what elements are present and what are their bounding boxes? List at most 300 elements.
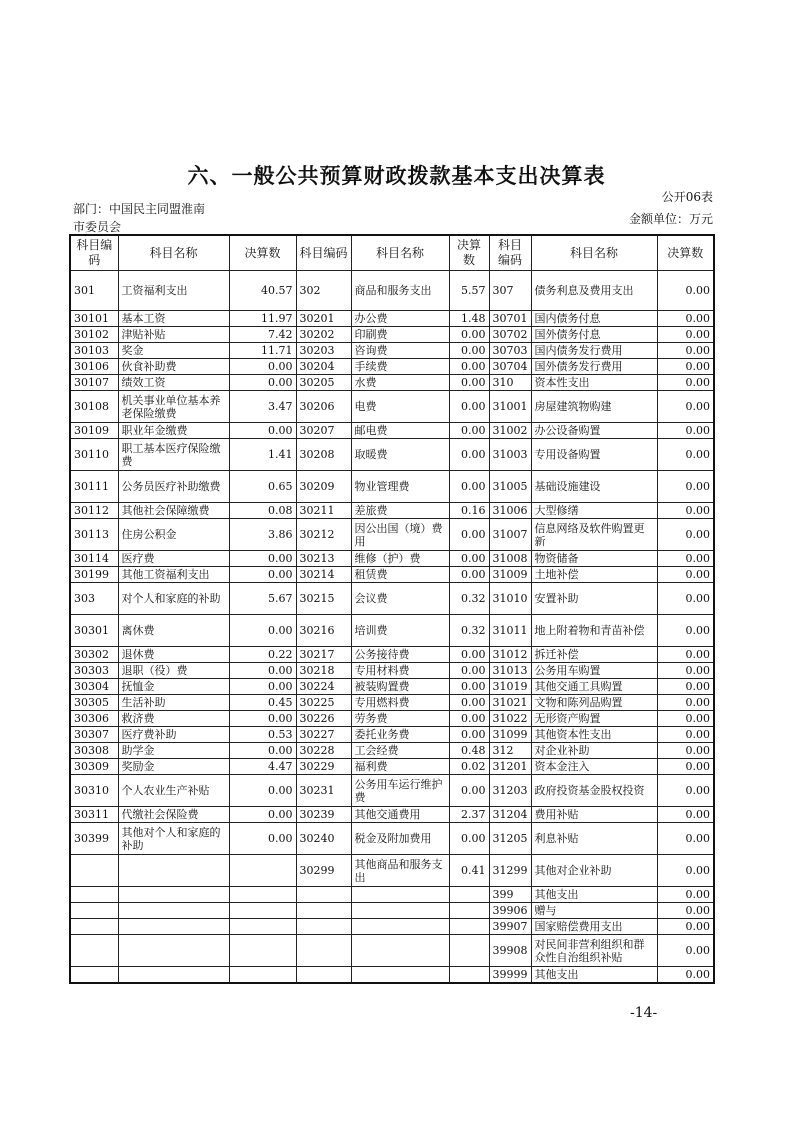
cell-amount-2: 0.00 <box>449 711 489 727</box>
cell-code-1: 30199 <box>70 567 118 583</box>
cell-name-3: 资本金注入 <box>531 759 657 775</box>
cell-name-3: 其他对企业补助 <box>531 855 657 887</box>
cell-code-3: 31007 <box>489 519 531 551</box>
cell-name-2: 手续费 <box>351 359 449 375</box>
cell-amount-3: 0.00 <box>657 471 714 503</box>
cell-amount-2: 0.00 <box>449 471 489 503</box>
table-row <box>70 471 714 503</box>
cell-code-1 <box>70 855 118 887</box>
cell-name-2: 税金及附加费用 <box>351 823 449 855</box>
cell-code-1: 30302 <box>70 647 118 663</box>
cell-amount-3: 0.00 <box>657 759 714 775</box>
table-row <box>70 567 714 583</box>
header-amount-3: 决算数 <box>657 235 714 271</box>
cell-name-2: 福利费 <box>351 759 449 775</box>
cell-code-1: 30107 <box>70 375 118 391</box>
cell-amount-2: 0.00 <box>449 823 489 855</box>
cell-code-1: 30308 <box>70 743 118 759</box>
cell-amount-3: 0.00 <box>657 663 714 679</box>
cell-code-3: 30702 <box>489 327 531 343</box>
cell-name-3: 文物和陈列品购置 <box>531 695 657 711</box>
cell-name-3: 办公设备购置 <box>531 423 657 439</box>
cell-code-3: 312 <box>489 743 531 759</box>
expenditure-table <box>69 234 715 984</box>
cell-name-1: 伙食补助费 <box>118 359 229 375</box>
cell-code-1: 30109 <box>70 423 118 439</box>
cell-amount-2: 0.02 <box>449 759 489 775</box>
cell-name-1 <box>118 903 229 919</box>
cell-name-2: 公务接待费 <box>351 647 449 663</box>
cell-code-2: 30209 <box>296 471 351 503</box>
cell-code-2: 30205 <box>296 375 351 391</box>
table-row <box>70 391 714 423</box>
cell-amount-1 <box>229 855 296 887</box>
cell-code-3: 31021 <box>489 695 531 711</box>
cell-code-3: 31005 <box>489 471 531 503</box>
cell-name-1: 绩效工资 <box>118 375 229 391</box>
header-code-1: 科目编码 <box>70 235 118 271</box>
cell-code-1: 301 <box>70 271 118 311</box>
cell-code-3: 31013 <box>489 663 531 679</box>
cell-amount-1: 0.00 <box>229 679 296 695</box>
header-amount-2: 决算数 <box>449 235 489 271</box>
cell-code-1: 30307 <box>70 727 118 743</box>
table-row <box>70 903 714 919</box>
cell-name-1: 医疗费补助 <box>118 727 229 743</box>
cell-code-1: 30106 <box>70 359 118 375</box>
cell-name-2: 工会经费 <box>351 743 449 759</box>
cell-amount-1: 40.57 <box>229 271 296 311</box>
cell-amount-1: 0.65 <box>229 471 296 503</box>
cell-name-1: 个人农业生产补贴 <box>118 775 229 807</box>
table-row <box>70 615 714 647</box>
cell-amount-3: 0.00 <box>657 519 714 551</box>
cell-name-1 <box>118 855 229 887</box>
cell-name-1: 生活补助 <box>118 695 229 711</box>
cell-name-2: 会议费 <box>351 583 449 615</box>
table-row <box>70 583 714 615</box>
cell-name-3: 房屋建筑物购建 <box>531 391 657 423</box>
cell-code-2: 30206 <box>296 391 351 423</box>
cell-amount-2: 0.00 <box>449 663 489 679</box>
cell-code-2: 30207 <box>296 423 351 439</box>
table-row <box>70 327 714 343</box>
form-number: 公开06表 <box>661 190 713 204</box>
cell-name-3: 物资储备 <box>531 551 657 567</box>
cell-name-1 <box>118 967 229 983</box>
cell-amount-3: 0.00 <box>657 423 714 439</box>
cell-name-1: 离休费 <box>118 615 229 647</box>
cell-amount-3: 0.00 <box>657 551 714 567</box>
cell-amount-2: 5.57 <box>449 271 489 311</box>
cell-amount-3: 0.00 <box>657 695 714 711</box>
table-row <box>70 679 714 695</box>
cell-code-3: 30701 <box>489 311 531 327</box>
cell-amount-2: 0.00 <box>449 727 489 743</box>
header-name-3: 科目名称 <box>531 235 657 271</box>
cell-code-1 <box>70 887 118 903</box>
cell-amount-1: 0.22 <box>229 647 296 663</box>
table-row <box>70 375 714 391</box>
cell-name-1: 代缴社会保险费 <box>118 807 229 823</box>
cell-amount-3: 0.00 <box>657 503 714 519</box>
cell-amount-1: 0.00 <box>229 375 296 391</box>
cell-amount-3: 0.00 <box>657 711 714 727</box>
cell-code-2: 30217 <box>296 647 351 663</box>
cell-code-3: 31002 <box>489 423 531 439</box>
cell-code-2: 30208 <box>296 439 351 471</box>
cell-name-1: 退休费 <box>118 647 229 663</box>
cell-amount-3: 0.00 <box>657 967 714 983</box>
cell-amount-1: 0.00 <box>229 551 296 567</box>
cell-name-2 <box>351 887 449 903</box>
table-row <box>70 343 714 359</box>
table-header-row <box>70 235 714 271</box>
table-row <box>70 695 714 711</box>
cell-code-1: 30110 <box>70 439 118 471</box>
cell-name-3: 政府投资基金股权投资 <box>531 775 657 807</box>
cell-code-3: 31008 <box>489 551 531 567</box>
cell-amount-2: 0.00 <box>449 327 489 343</box>
cell-name-2: 劳务费 <box>351 711 449 727</box>
cell-amount-3: 0.00 <box>657 327 714 343</box>
table-row <box>70 807 714 823</box>
cell-amount-2: 0.00 <box>449 551 489 567</box>
cell-name-1: 公务员医疗补助缴费 <box>118 471 229 503</box>
cell-name-2: 培训费 <box>351 615 449 647</box>
cell-amount-2: 0.00 <box>449 567 489 583</box>
cell-amount-2: 0.00 <box>449 359 489 375</box>
cell-amount-1: 0.00 <box>229 743 296 759</box>
page-number: -14- <box>630 1005 658 1021</box>
cell-code-2: 30202 <box>296 327 351 343</box>
cell-name-3: 其他支出 <box>531 887 657 903</box>
cell-amount-1 <box>229 887 296 903</box>
cell-name-2: 委托业务费 <box>351 727 449 743</box>
cell-code-1: 30306 <box>70 711 118 727</box>
cell-code-2: 30216 <box>296 615 351 647</box>
cell-name-1: 工资福利支出 <box>118 271 229 311</box>
cell-amount-1 <box>229 935 296 967</box>
cell-amount-1: 0.00 <box>229 711 296 727</box>
cell-code-3: 39999 <box>489 967 531 983</box>
table-row <box>70 311 714 327</box>
cell-amount-2 <box>449 967 489 983</box>
cell-amount-2: 0.16 <box>449 503 489 519</box>
cell-code-3: 39908 <box>489 935 531 967</box>
cell-amount-1: 5.67 <box>229 583 296 615</box>
cell-amount-1: 0.00 <box>229 807 296 823</box>
cell-name-2: 因公出国（境）费用 <box>351 519 449 551</box>
cell-name-1: 对个人和家庭的补助 <box>118 583 229 615</box>
cell-amount-1: 0.00 <box>229 663 296 679</box>
cell-code-2: 30231 <box>296 775 351 807</box>
cell-code-1 <box>70 967 118 983</box>
cell-amount-2: 0.00 <box>449 679 489 695</box>
cell-name-3: 其他交通工具购置 <box>531 679 657 695</box>
cell-name-2: 邮电费 <box>351 423 449 439</box>
cell-code-3: 31010 <box>489 583 531 615</box>
cell-code-2: 30218 <box>296 663 351 679</box>
cell-code-2: 30227 <box>296 727 351 743</box>
cell-code-3: 31001 <box>489 391 531 423</box>
cell-amount-3: 0.00 <box>657 743 714 759</box>
cell-code-3: 31099 <box>489 727 531 743</box>
header-name-2: 科目名称 <box>351 235 449 271</box>
cell-amount-1: 0.45 <box>229 695 296 711</box>
cell-name-1: 其他工资福利支出 <box>118 567 229 583</box>
cell-amount-3: 0.00 <box>657 935 714 967</box>
table-row <box>70 855 714 887</box>
table-row <box>70 935 714 967</box>
cell-amount-2: 0.32 <box>449 615 489 647</box>
cell-code-1: 30101 <box>70 311 118 327</box>
cell-code-1: 30108 <box>70 391 118 423</box>
cell-name-2: 专用燃料费 <box>351 695 449 711</box>
cell-name-1: 其他对个人和家庭的补助 <box>118 823 229 855</box>
cell-code-1 <box>70 903 118 919</box>
cell-amount-3: 0.00 <box>657 375 714 391</box>
table-row <box>70 663 714 679</box>
cell-amount-2: 0.32 <box>449 583 489 615</box>
cell-code-2: 30225 <box>296 695 351 711</box>
cell-code-1: 30114 <box>70 551 118 567</box>
header-code-3: 科目编码 <box>489 235 531 271</box>
cell-amount-3: 0.00 <box>657 775 714 807</box>
cell-amount-2: 0.00 <box>449 519 489 551</box>
cell-code-2: 30212 <box>296 519 351 551</box>
cell-code-3: 31022 <box>489 711 531 727</box>
cell-name-2: 差旅费 <box>351 503 449 519</box>
cell-amount-2: 0.48 <box>449 743 489 759</box>
table-row <box>70 775 714 807</box>
header-name-1: 科目名称 <box>118 235 229 271</box>
table-row <box>70 271 714 311</box>
cell-code-1: 30399 <box>70 823 118 855</box>
cell-amount-2: 0.00 <box>449 695 489 711</box>
table-row <box>70 439 714 471</box>
table-body <box>70 271 714 983</box>
cell-amount-3: 0.00 <box>657 727 714 743</box>
cell-name-2: 其他交通费用 <box>351 807 449 823</box>
cell-name-2: 办公费 <box>351 311 449 327</box>
cell-amount-3: 0.00 <box>657 311 714 327</box>
cell-code-2: 30224 <box>296 679 351 695</box>
cell-code-3: 39906 <box>489 903 531 919</box>
cell-code-2 <box>296 935 351 967</box>
cell-code-1: 30311 <box>70 807 118 823</box>
table-row <box>70 743 714 759</box>
cell-name-3: 对企业补助 <box>531 743 657 759</box>
cell-code-2: 30228 <box>296 743 351 759</box>
cell-code-2: 30226 <box>296 711 351 727</box>
cell-amount-3: 0.00 <box>657 807 714 823</box>
cell-name-3: 安置补助 <box>531 583 657 615</box>
cell-code-3: 30703 <box>489 343 531 359</box>
cell-amount-2 <box>449 935 489 967</box>
cell-name-2: 印刷费 <box>351 327 449 343</box>
cell-amount-3: 0.00 <box>657 583 714 615</box>
cell-code-3: 31019 <box>489 679 531 695</box>
cell-name-2: 其他商品和服务支出 <box>351 855 449 887</box>
cell-name-2: 专用材料费 <box>351 663 449 679</box>
cell-name-3: 国内债务发行费用 <box>531 343 657 359</box>
cell-code-3: 310 <box>489 375 531 391</box>
cell-name-3: 国外债务付息 <box>531 327 657 343</box>
cell-code-1: 30303 <box>70 663 118 679</box>
cell-name-2 <box>351 935 449 967</box>
cell-code-2: 30239 <box>296 807 351 823</box>
header-amount-1: 决算数 <box>229 235 296 271</box>
cell-name-3: 无形资产购置 <box>531 711 657 727</box>
cell-amount-1: 0.00 <box>229 775 296 807</box>
cell-amount-1: 1.41 <box>229 439 296 471</box>
table-row <box>70 551 714 567</box>
cell-name-3: 对民间非营利组织和群众性自治组织补贴 <box>531 935 657 967</box>
cell-name-1: 其他社会保障缴费 <box>118 503 229 519</box>
cell-code-1: 30309 <box>70 759 118 775</box>
department-line-2: 市委员会 <box>73 220 122 234</box>
cell-name-1: 职工基本医疗保险缴费 <box>118 439 229 471</box>
cell-amount-1: 3.47 <box>229 391 296 423</box>
cell-code-1: 30310 <box>70 775 118 807</box>
cell-amount-2 <box>449 887 489 903</box>
cell-name-1 <box>118 887 229 903</box>
cell-name-2: 取暖费 <box>351 439 449 471</box>
cell-code-2: 30299 <box>296 855 351 887</box>
cell-name-1: 救济费 <box>118 711 229 727</box>
table-row <box>70 359 714 375</box>
cell-amount-2: 0.00 <box>449 375 489 391</box>
cell-amount-3: 0.00 <box>657 887 714 903</box>
cell-code-2: 30229 <box>296 759 351 775</box>
cell-code-2: 30240 <box>296 823 351 855</box>
cell-name-3: 利息补贴 <box>531 823 657 855</box>
cell-name-3: 地上附着物和青苗补偿 <box>531 615 657 647</box>
cell-code-3: 31003 <box>489 439 531 471</box>
cell-name-2: 被装购置费 <box>351 679 449 695</box>
cell-amount-2: 1.48 <box>449 311 489 327</box>
cell-name-1: 助学金 <box>118 743 229 759</box>
cell-amount-1: 4.47 <box>229 759 296 775</box>
cell-code-1: 30112 <box>70 503 118 519</box>
cell-amount-3: 0.00 <box>657 391 714 423</box>
cell-name-1: 抚恤金 <box>118 679 229 695</box>
cell-amount-1 <box>229 967 296 983</box>
cell-code-1: 30111 <box>70 471 118 503</box>
cell-amount-3: 0.00 <box>657 823 714 855</box>
cell-name-2: 商品和服务支出 <box>351 271 449 311</box>
cell-amount-3: 0.00 <box>657 903 714 919</box>
cell-amount-1 <box>229 903 296 919</box>
cell-code-3: 31009 <box>489 567 531 583</box>
cell-code-3: 31006 <box>489 503 531 519</box>
cell-amount-2: 0.00 <box>449 423 489 439</box>
cell-code-3: 399 <box>489 887 531 903</box>
cell-name-3: 国家赔偿费用支出 <box>531 919 657 935</box>
cell-code-3: 31201 <box>489 759 531 775</box>
cell-name-2: 维修（护）费 <box>351 551 449 567</box>
table-row <box>70 823 714 855</box>
cell-amount-3: 0.00 <box>657 343 714 359</box>
header-code-2: 科目编码 <box>296 235 351 271</box>
page-title: 六、一般公共预算财政拨款基本支出决算表 <box>187 164 606 188</box>
cell-amount-1: 7.42 <box>229 327 296 343</box>
cell-name-3: 其他支出 <box>531 967 657 983</box>
cell-amount-1: 0.00 <box>229 567 296 583</box>
cell-code-1 <box>70 935 118 967</box>
cell-name-1: 基本工资 <box>118 311 229 327</box>
cell-amount-3: 0.00 <box>657 271 714 311</box>
cell-name-1: 机关事业单位基本养老保险缴费 <box>118 391 229 423</box>
table-row <box>70 711 714 727</box>
department-line-1: 部门：中国民主同盟淮南 <box>73 202 206 216</box>
cell-name-2: 公务用车运行维护费 <box>351 775 449 807</box>
table-row <box>70 647 714 663</box>
cell-amount-3: 0.00 <box>657 615 714 647</box>
cell-name-2: 租赁费 <box>351 567 449 583</box>
table-row <box>70 759 714 775</box>
cell-name-3: 债务利息及费用支出 <box>531 271 657 311</box>
cell-code-3: 31299 <box>489 855 531 887</box>
table-row <box>70 967 714 983</box>
cell-amount-1: 0.00 <box>229 359 296 375</box>
cell-name-2 <box>351 903 449 919</box>
cell-name-3: 国内债务付息 <box>531 311 657 327</box>
cell-amount-3: 0.00 <box>657 647 714 663</box>
cell-code-3: 307 <box>489 271 531 311</box>
cell-amount-3: 0.00 <box>657 919 714 935</box>
cell-code-3: 31011 <box>489 615 531 647</box>
cell-code-2: 30204 <box>296 359 351 375</box>
cell-amount-1: 0.00 <box>229 423 296 439</box>
cell-amount-2 <box>449 919 489 935</box>
table-row <box>70 727 714 743</box>
cell-code-2: 30211 <box>296 503 351 519</box>
cell-code-1: 30304 <box>70 679 118 695</box>
cell-code-2 <box>296 967 351 983</box>
cell-code-2: 30201 <box>296 311 351 327</box>
cell-amount-2: 2.37 <box>449 807 489 823</box>
cell-amount-1 <box>229 919 296 935</box>
cell-name-2: 咨询费 <box>351 343 449 359</box>
cell-code-2 <box>296 903 351 919</box>
table-row <box>70 887 714 903</box>
cell-name-3: 资本性支出 <box>531 375 657 391</box>
cell-code-1: 30301 <box>70 615 118 647</box>
cell-code-1: 30113 <box>70 519 118 551</box>
cell-code-1: 30102 <box>70 327 118 343</box>
cell-amount-1: 11.97 <box>229 311 296 327</box>
cell-code-3: 31204 <box>489 807 531 823</box>
cell-name-3: 信息网络及软件购置更新 <box>531 519 657 551</box>
cell-amount-2: 0.00 <box>449 647 489 663</box>
cell-name-3: 费用补贴 <box>531 807 657 823</box>
cell-name-2: 水费 <box>351 375 449 391</box>
cell-code-1 <box>70 919 118 935</box>
cell-code-3: 31203 <box>489 775 531 807</box>
cell-code-2 <box>296 887 351 903</box>
cell-code-2 <box>296 919 351 935</box>
cell-name-1: 住房公积金 <box>118 519 229 551</box>
amount-unit: 金额单位：万元 <box>628 212 713 226</box>
cell-amount-1: 0.53 <box>229 727 296 743</box>
cell-amount-1: 11.71 <box>229 343 296 359</box>
cell-amount-2: 0.00 <box>449 775 489 807</box>
cell-amount-1: 0.00 <box>229 615 296 647</box>
cell-amount-2: 0.00 <box>449 391 489 423</box>
table-row <box>70 919 714 935</box>
